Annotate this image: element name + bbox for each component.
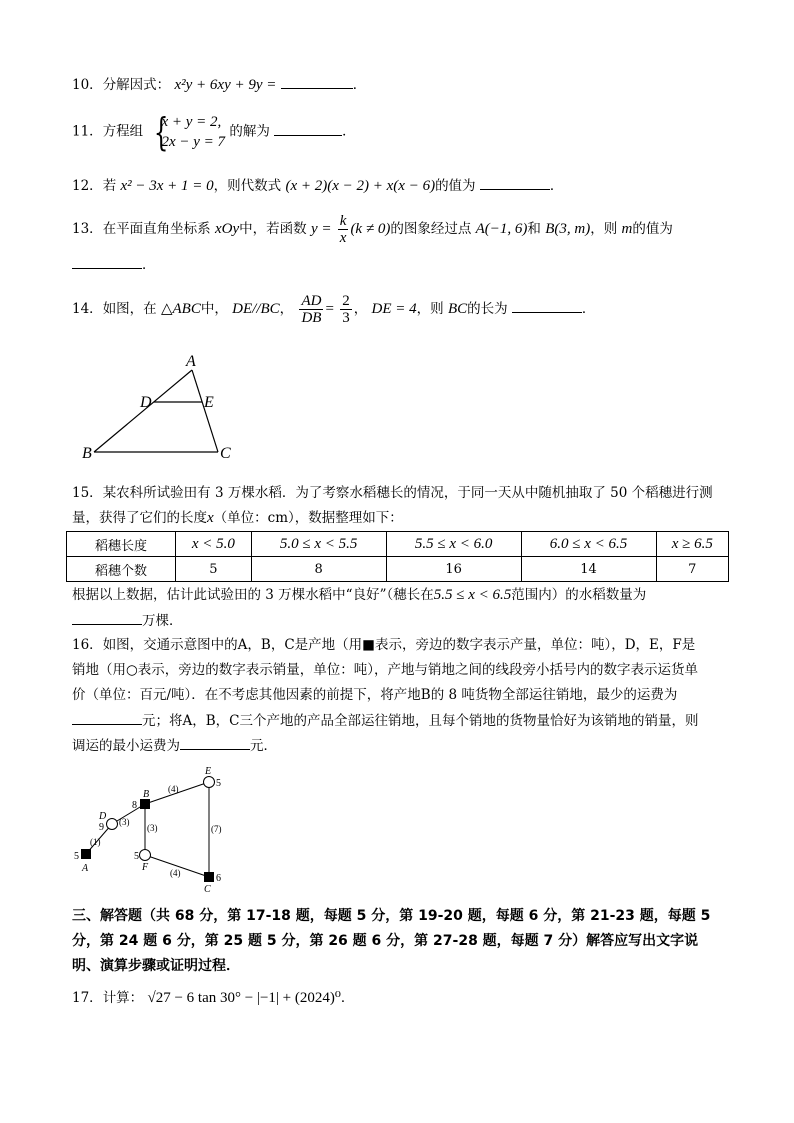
transport-network-figure — [70, 765, 240, 895]
table-cell: 6.0 ≤ x < 6.5 — [521, 532, 656, 557]
node-e-circle — [204, 777, 215, 788]
fraction-two-thirds: $\frac{2}{3}$ — [342, 293, 350, 326]
section-3-heading-line2: 分，第 24 题 6 分，第 25 题 5 分，第 26 题 6 分，第 27-28 题，每题 7 分）解答应写出文字说 — [72, 933, 699, 949]
question-12: 12．若 x² − 3x + 1 = 0，则代数式 (x + 2)(x − 2) + x(x − 6)的值为 ． — [72, 175, 563, 196]
equation-system: { x + y = 2, 2x − y = 7 — [154, 110, 226, 154]
amount-f: 5 — [134, 851, 139, 862]
table-header-cell: 稻穗个数 — [67, 557, 176, 582]
section-3-heading: 三、解答题（共 68 分，第 17-18 题，每题 5 分，第 19-20 题，每题 6 分，第 21-23 题，每题 5 — [72, 908, 711, 924]
answer-blank[interactable] — [72, 710, 142, 725]
cost-fc: (4) — [170, 868, 181, 878]
side-ac — [192, 370, 218, 452]
label-d: D — [99, 811, 107, 822]
triangle-figure — [80, 350, 240, 465]
question-14: 14．如图，在 △ABC中， DE//BC， $\frac{AD}{DB}$ = $\frac{2}{3}$ ， DE = 4，则 BC的长为 ． — [72, 293, 596, 326]
table-cell: 8 — [251, 557, 386, 582]
table-cell: x ≥ 6.5 — [656, 532, 728, 557]
table-cell: 7 — [656, 557, 728, 582]
table-cell: 5 — [176, 557, 252, 582]
answer-blank[interactable] — [72, 610, 142, 625]
side-ab — [94, 370, 192, 452]
question-15-blank-line: 万棵． — [72, 610, 183, 631]
node-f-circle — [140, 850, 151, 861]
amount-e: 5 — [216, 778, 221, 789]
table-cell: 5.0 ≤ x < 5.5 — [251, 532, 386, 557]
table-header-cell: 稻穗长度 — [67, 532, 176, 557]
amount-d: 9 — [99, 822, 104, 833]
node-c-square — [204, 872, 214, 882]
amount-b: 8 — [132, 800, 137, 811]
table-cell: 16 — [386, 557, 521, 582]
section-3-heading-line3: 明、演算步骤或证明过程． — [72, 958, 240, 974]
node-d-circle — [107, 819, 118, 830]
question-16-line2: 销地（用○表示，旁边的数字表示销量，单位：吨），产地与销地之间的线段旁小括号内的数字表示运货单 — [72, 662, 699, 678]
label-a: A — [82, 863, 89, 874]
table-row — [67, 557, 729, 582]
question-13: 13．在平面直角坐标系 xOy中，若函数 y = $\frac{k}{x}$ (k ≠ 0)的图象经过点 A(−1, 6)和 B(3, m)，则 m的值为 — [72, 213, 673, 246]
answer-blank[interactable] — [512, 298, 582, 313]
answer-blank[interactable] — [281, 74, 353, 89]
label-a: A — [186, 353, 196, 370]
answer-blank[interactable] — [274, 121, 342, 136]
answer-blank[interactable] — [72, 254, 142, 269]
label-e: E — [205, 766, 212, 777]
label-d: D — [140, 394, 152, 411]
q10-expression: x²y + 6xy + 9y = — [174, 77, 277, 93]
table-cell: x < 5.0 — [176, 532, 252, 557]
question-16-line5: 调运的最小运费为 元． — [72, 735, 277, 756]
question-10: 10．分解因式： x²y + 6xy + 9y = ． — [72, 74, 366, 95]
fraction-ad-over-db: $\frac{AD}{DB}$ — [301, 293, 322, 326]
brace-symbol: { — [154, 110, 169, 154]
cost-ec: (7) — [211, 824, 222, 834]
label-b: B — [82, 445, 92, 462]
label-c: C — [204, 884, 211, 895]
question-16-line4: 元；将A，B，C三个产地的产品全部运往销地，且每个销地的货物量恰好为该销地的销量，则 — [72, 710, 699, 731]
label-c: C — [220, 445, 231, 462]
question-17: 17．计算： √27 − 6 tan 30° − |−1| + (2024)⁰． — [72, 990, 355, 1006]
answer-blank[interactable] — [480, 175, 550, 190]
question-16: 16．如图，交通示意图中的A，B，C是产地（用■表示，旁边的数字表示产量，单位：吨），D，E，F是 — [72, 637, 696, 653]
table-cell: 5.5 ≤ x < 6.0 — [386, 532, 521, 557]
cost-bd: (3) — [119, 817, 130, 827]
answer-blank[interactable] — [180, 735, 250, 750]
question-13-blank-line: ． — [72, 254, 156, 275]
question-15: 15．某农科所试验田有 3 万棵水稻．为了考察水稻穗长的情况，于同一天从中随机抽取了 50 个稻穗进行测 — [72, 485, 713, 501]
amount-c: 6 — [216, 873, 221, 884]
fraction-k-over-x: $\frac{k}{x}$ — [339, 213, 347, 246]
cost-da: (1) — [90, 837, 101, 847]
question-15-line2: 量，获得了它们的长度x（单位：cm），数据整理如下： — [72, 510, 403, 526]
cost-be: (4) — [168, 784, 179, 794]
label-e: E — [204, 394, 214, 411]
table-row — [67, 532, 729, 557]
table-cell: 14 — [521, 557, 656, 582]
question-16-line3: 价（单位：百元/吨）．在不考虑其他因素的前提下，将产地B的 8 吨货物全部运往销地，最少的运费为 — [72, 687, 678, 703]
amount-a: 5 — [74, 851, 79, 862]
rice-length-table — [66, 531, 729, 582]
node-b-square — [140, 799, 150, 809]
q17-expression: √27 − 6 tan 30° − |−1| + (2024)⁰ — [147, 990, 341, 1006]
cost-bf: (3) — [147, 823, 158, 833]
label-f: F — [142, 862, 149, 873]
node-a-square — [81, 849, 91, 859]
question-15-after: 根据以上数据，估计此试验田的 3 万棵水稻中“良好”（穗长在5.5 ≤ x < 6.5范围内）的水稻数量为 — [72, 587, 647, 603]
label-b: B — [143, 789, 150, 800]
question-11: 11．方程组 { x + y = 2, 2x − y = 7 的解为 ． — [72, 110, 356, 154]
